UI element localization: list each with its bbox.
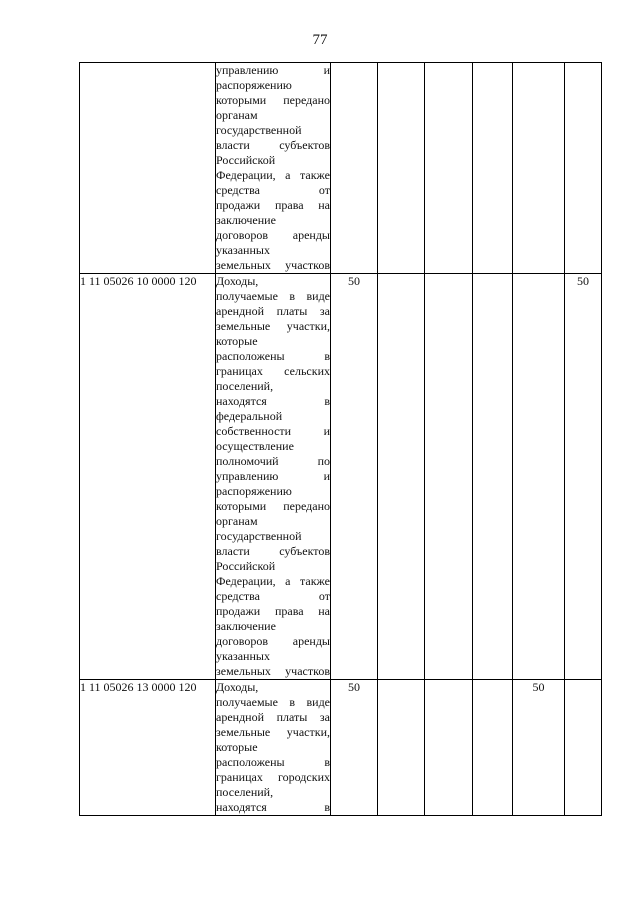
description-line: земельные участки, — [216, 725, 330, 739]
amount-cell: 50 — [331, 274, 378, 680]
revenue-table — [79, 62, 602, 816]
description-line: продажи права на — [216, 198, 330, 212]
amount-cell — [473, 680, 513, 816]
description-line: которые — [216, 740, 258, 754]
description-line: которые — [216, 334, 258, 348]
description-line: которыми передано — [216, 93, 330, 107]
description-line: государственной — [216, 529, 302, 543]
description-line: находятся в — [216, 394, 330, 408]
revenue-description-cell — [216, 680, 331, 816]
description-line: Доходы, — [216, 274, 259, 288]
description-line: земельные участки, — [216, 319, 330, 333]
description-line: получаемые в виде — [216, 289, 330, 303]
amount-cell — [378, 680, 425, 816]
amount-cell — [513, 63, 565, 274]
description-line: получаемые в виде — [216, 695, 330, 709]
amount-cell — [473, 63, 513, 274]
description-line: которыми передано — [216, 499, 330, 513]
amount-cell — [565, 680, 602, 816]
description-line: договоров аренды — [216, 634, 330, 648]
description-line: осуществление — [216, 439, 294, 453]
description-line: заключение — [216, 619, 276, 633]
amount-cell — [565, 63, 602, 274]
revenue-code-cell — [80, 63, 216, 274]
description-line: Доходы, — [216, 680, 259, 694]
description-line: заключение — [216, 213, 276, 227]
description-line: продажи права на — [216, 604, 330, 618]
amount-cell: 50 — [331, 680, 378, 816]
amount-cell — [378, 63, 425, 274]
description-line: земельных участков — [216, 664, 330, 678]
description-line: арендной платы за — [216, 710, 330, 724]
description-line: договоров аренды — [216, 228, 330, 242]
description-line: земельных участков — [216, 258, 330, 272]
revenue-description-cell — [216, 274, 331, 680]
description-line: указанных — [216, 243, 270, 257]
description-line: поселений, — [216, 785, 274, 799]
revenue-code-cell: 1 11 05026 10 0000 120 — [80, 274, 216, 680]
description-line: управлению и — [216, 469, 330, 483]
amount-cell: 50 — [513, 680, 565, 816]
amount-cell — [378, 274, 425, 680]
description-line: управлению и — [216, 63, 330, 77]
description-line: распоряжению — [216, 484, 292, 498]
amount-cell — [425, 680, 473, 816]
description-line: Российской — [216, 153, 276, 167]
description-line: средства от — [216, 589, 330, 603]
description-line: собственности и — [216, 424, 330, 438]
amount-cell — [473, 274, 513, 680]
description-line: расположены в — [216, 755, 330, 769]
description-line: полномочий по — [216, 454, 330, 468]
description-line: государственной — [216, 123, 302, 137]
description-line: Федерации, а также — [216, 168, 330, 182]
description-line: федеральной — [216, 409, 283, 423]
amount-cell — [513, 274, 565, 680]
table-row — [80, 274, 602, 680]
description-line: границах сельских — [216, 364, 330, 378]
revenue-description-cell — [216, 63, 331, 274]
table-row — [80, 63, 602, 274]
description-line: находятся в — [216, 800, 330, 814]
description-line: власти субъектов — [216, 138, 330, 152]
amount-cell: 50 — [565, 274, 602, 680]
description-line: Российской — [216, 559, 276, 573]
amount-cell — [425, 274, 473, 680]
table-row — [80, 680, 602, 816]
description-line: поселений, — [216, 379, 274, 393]
amount-cell — [425, 63, 473, 274]
description-line: средства от — [216, 183, 330, 197]
revenue-code-cell: 1 11 05026 13 0000 120 — [80, 680, 216, 816]
page-number: 77 — [312, 32, 328, 48]
description-line: Федерации, а также — [216, 574, 330, 588]
description-line: арендной платы за — [216, 304, 330, 318]
description-line: власти субъектов — [216, 544, 330, 558]
description-line: распоряжению — [216, 78, 292, 92]
description-line: органам — [216, 108, 258, 122]
description-line: расположены в — [216, 349, 330, 363]
description-line: указанных — [216, 649, 270, 663]
amount-cell — [331, 63, 378, 274]
description-line: границах городских — [216, 770, 330, 784]
description-line: органам — [216, 514, 258, 528]
